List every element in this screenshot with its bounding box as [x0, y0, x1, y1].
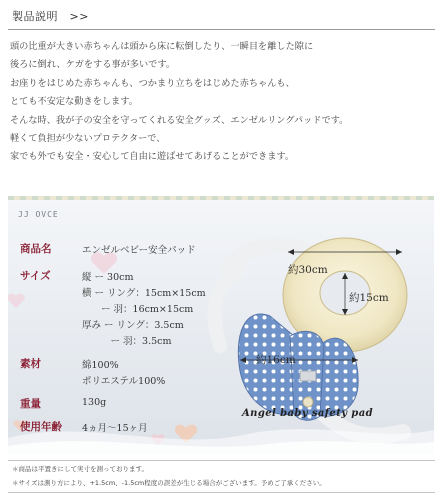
- weight-label: 重量: [20, 398, 41, 410]
- brand-mark: JJ OVCE: [18, 210, 59, 219]
- intro-line: 軽くて負担が少ないプロテクターで、: [10, 133, 166, 145]
- intro-line: そんな時、我が子の安全を守ってくれる安全グッズ、エンゼルリングパッドです。: [10, 114, 349, 126]
- intro-line: 頭の比重が大きい赤ちゃんは頭から床に転倒したり、一瞬目を離した隙に: [10, 41, 314, 52]
- product-name-label: 商品名: [20, 243, 52, 255]
- card-footer-wave: [8, 418, 434, 454]
- note-line: ＊サイズは測り方により、+1.5cm、-1.5cm程度の誤差が生じる場合がございます。予めご了承ください。: [12, 479, 326, 487]
- size-width-ring: 横 ー リング：15cm×15cm: [82, 288, 206, 299]
- product-caption: Angel baby safety pad: [242, 408, 373, 419]
- size-label: サイズ: [20, 270, 51, 282]
- weight-value: 130g: [82, 397, 107, 408]
- wing-dimension: 約16cm: [256, 354, 296, 366]
- intro-text: [10, 38, 435, 167]
- product-name-value: エンゼルベビー安全パッド: [82, 245, 196, 256]
- intro-line: 家でも外でも安全・安心して自由に遊ばせてあげることができます。: [10, 151, 295, 163]
- size-thickness-ring: 厚み ー リング：3.5cm: [82, 320, 184, 331]
- size-height: 縦 ー 30cm: [82, 272, 134, 283]
- notes-bottom-divider: [8, 492, 435, 493]
- ring-outer-dimension: 約30cm: [288, 264, 328, 276]
- notes-divider: [8, 460, 435, 461]
- material-cotton: 綿100%: [82, 360, 119, 371]
- section-title: 製品説明 >>: [12, 10, 89, 23]
- section-header: [0, 0, 443, 30]
- material-polyester: ポリエステル100%: [82, 376, 166, 387]
- size-width-wings: ー 羽：16cm×15cm: [82, 304, 194, 315]
- age-label: 使用年齢: [20, 421, 62, 433]
- note-line: ＊商品は平置きにして実寸を測っております。: [12, 465, 148, 473]
- material-label: 素材: [20, 358, 41, 370]
- ring-inner-dimension: 約15cm: [349, 292, 389, 304]
- notes-text: [12, 462, 437, 490]
- intro-line: とても不安定な動きをします。: [10, 96, 138, 108]
- header-divider: [8, 29, 435, 30]
- intro-line: 後ろに倒れ、ケガをする事が多いです。: [10, 59, 176, 71]
- intro-line: お座りをはじめた赤ちゃんも、つかまり立ちをはじめた赤ちゃんも、: [10, 77, 295, 89]
- size-thickness-wings: ー 羽：3.5cm: [82, 336, 172, 347]
- age-value: 4ヵ月〜15ヶ月: [82, 423, 148, 434]
